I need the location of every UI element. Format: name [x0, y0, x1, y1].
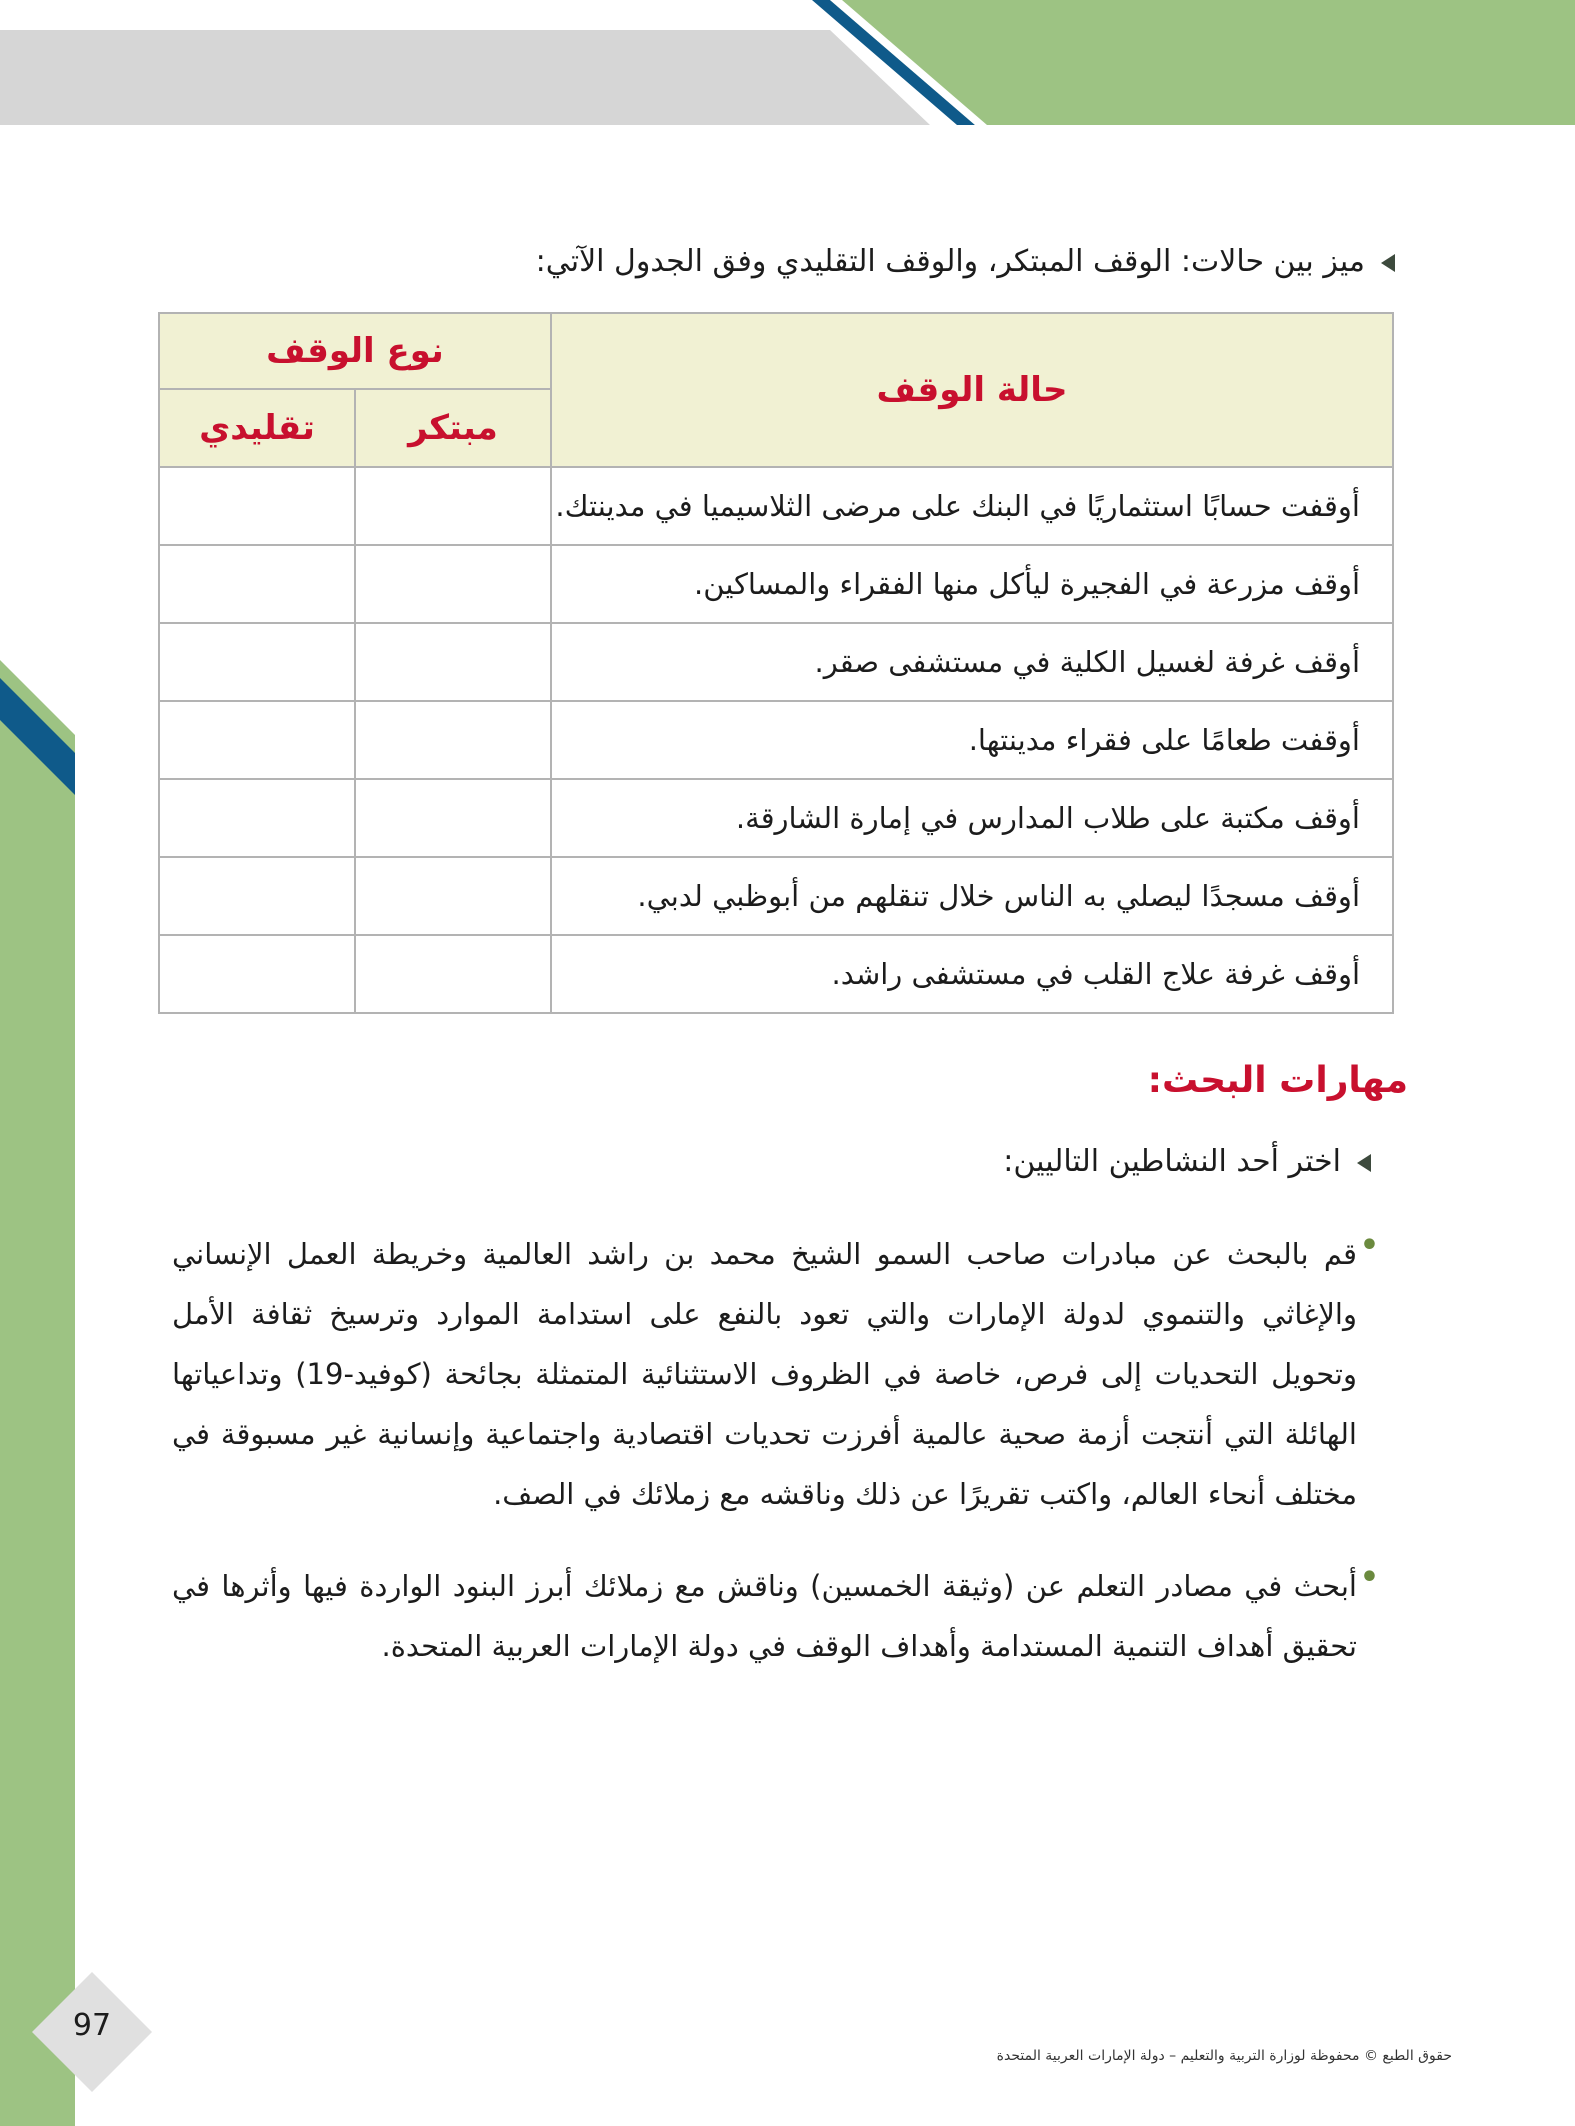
case-cell: أوقف غرفة لغسيل الكلية في مستشفى صقر. [551, 623, 1393, 701]
traditional-answer-cell[interactable] [159, 467, 355, 545]
table-row [159, 935, 1393, 1013]
waqf-classification-table [158, 312, 1394, 1014]
header-decoration [0, 0, 1575, 140]
activity-2-text: أبحث في مصادر التعلم عن (وثيقة الخمسين) وناقش مع زملائك أبرز البنود الواردة فيها وأثرها في تحقيق أهداف التنمية المستدامة وأهداف الوقف في دولة الإمارات العربية المتحدة. [172, 1569, 1357, 1663]
copyright-notice: حقوق الطبع © محفوظة لوزارة التربية والتعليم – دولة الإمارات العربية المتحدة [996, 2048, 1452, 2064]
table-row [159, 701, 1393, 779]
table-instruction [195, 240, 1395, 284]
header-gray-band [0, 30, 930, 125]
header-innovative: مبتكر [355, 389, 551, 467]
table-row [159, 857, 1393, 935]
table-row [159, 623, 1393, 701]
innovative-answer-cell[interactable] [355, 467, 551, 545]
left-green-band [0, 660, 75, 2126]
instruction-text: ميز بين حالات: الوقف المبتكر، والوقف التقليدي وفق الجدول الآتي: [535, 244, 1365, 279]
traditional-answer-cell[interactable] [159, 779, 355, 857]
header-type: نوع الوقف [159, 313, 551, 389]
activity-1-text: قم بالبحث عن مبادرات صاحب السمو الشيخ محمد بن راشد العالمية وخريطة العمل الإنساني والإغاثي والتنموي لدولة الإمارات والتي تعود بالنفع على استدامة الموارد وترسيخ ثقافة الأمل وتحويل التحديات إلى فرص، خاصة في الظروف الاستثنائية المتمثلة بجائحة (كوفيد-19) وتداعياتها الهائلة التي أنتجت أزمة صحية عالمية أفرزت تحديات اقتصادية واجتماعية وإنسانية غير مسبوقة في مختلف أنحاء العالم، واكتب تقريرًا عن ذلك وناقشه مع زملائك في الصف. [172, 1237, 1357, 1511]
table-row [159, 545, 1393, 623]
case-cell: أوقف غرفة علاج القلب في مستشفى راشد. [551, 935, 1393, 1013]
research-instruction-text: اختر أحد النشاطين التاليين: [1003, 1144, 1341, 1179]
research-skills-title: مهارات البحث: [1147, 1060, 1408, 1101]
traditional-answer-cell[interactable] [159, 701, 355, 779]
case-cell: أوقف مكتبة على طلاب المدارس في إمارة الشارقة. [551, 779, 1393, 857]
bullet-triangle-icon [1381, 254, 1395, 272]
traditional-answer-cell[interactable] [159, 857, 355, 935]
bullet-dot-icon: • [1359, 1560, 1379, 1595]
header-traditional: تقليدي [159, 389, 355, 467]
bullet-dot-icon: • [1359, 1228, 1379, 1263]
innovative-answer-cell[interactable] [355, 935, 551, 1013]
page-number: 97 [72, 2008, 112, 2043]
table-row [159, 779, 1393, 857]
table-row [159, 467, 1393, 545]
innovative-answer-cell[interactable] [355, 545, 551, 623]
innovative-answer-cell[interactable] [355, 623, 551, 701]
left-side-decoration [0, 660, 80, 2126]
innovative-answer-cell[interactable] [355, 779, 551, 857]
header-case: حالة الوقف [551, 313, 1393, 467]
innovative-answer-cell[interactable] [355, 701, 551, 779]
case-cell: أوقف مسجدًا ليصلي به الناس خلال تنقلهم من أبوظبي لدبي. [551, 857, 1393, 935]
traditional-answer-cell[interactable] [159, 623, 355, 701]
bullet-triangle-icon [1357, 1154, 1371, 1172]
innovative-answer-cell[interactable] [355, 857, 551, 935]
case-cell: أوقف مزرعة في الفجيرة ليأكل منها الفقراء والمساكين. [551, 545, 1393, 623]
case-cell: أوقفت حسابًا استثماريًا في البنك على مرضى الثلاسيميا في مدينتك. [551, 467, 1393, 545]
traditional-answer-cell[interactable] [159, 935, 355, 1013]
research-instruction [471, 1140, 1371, 1184]
traditional-answer-cell[interactable] [159, 545, 355, 623]
case-cell: أوقفت طعامًا على فقراء مدينتها. [551, 701, 1393, 779]
